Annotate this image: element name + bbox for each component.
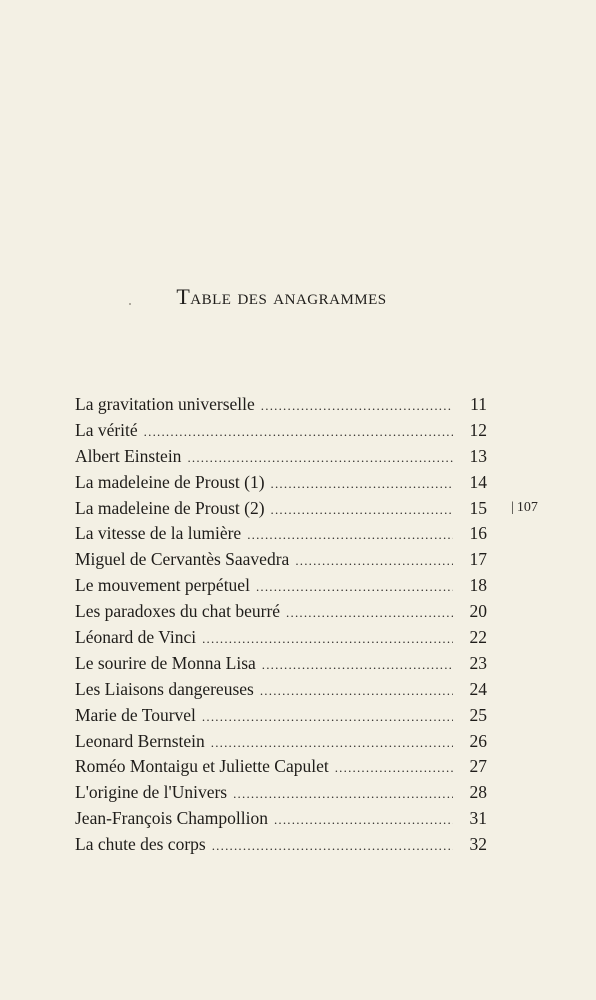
toc-leader-dots [274, 807, 453, 833]
toc-entry-page: 31 [469, 808, 487, 829]
toc-entry [75, 599, 487, 625]
toc-leader-dots [144, 419, 453, 445]
toc-entry [75, 780, 487, 806]
toc-leader-dots [187, 445, 453, 471]
toc-entry [75, 496, 487, 522]
toc-entry-page: 27 [469, 756, 487, 777]
toc-entry [75, 521, 487, 547]
toc-entry [75, 470, 487, 496]
toc-entry-page: 11 [470, 394, 487, 414]
toc-entry [75, 392, 487, 418]
toc-entry-label: La chute des corps [75, 834, 206, 855]
toc-leader-dots [256, 574, 453, 600]
toc-entry-page: 12 [469, 419, 487, 440]
toc-entry [75, 573, 487, 599]
toc-entry-label: Léonard de Vinci [75, 627, 197, 648]
toc-leader-dots [202, 704, 453, 730]
toc-entry-page: 15 [469, 497, 487, 518]
toc-entry-page: 22 [469, 627, 487, 648]
toc-entry-label: Miguel de Cervantès Saavedra [75, 549, 290, 570]
toc-leader-dots [247, 522, 453, 548]
toc-entry-label: Le sourire de Monna Lisa [75, 652, 256, 673]
toc-entry [75, 754, 487, 780]
toc-entry-page: 14 [469, 471, 487, 492]
toc-entry-label: Leonard Bernstein [75, 730, 205, 751]
toc-leader-dots [202, 626, 453, 652]
toc-leader-dots [286, 600, 453, 626]
toc-leader-dots [295, 548, 453, 574]
toc-entry-label: Marie de Tourvel [75, 704, 196, 725]
toc-entry [75, 703, 487, 729]
toc-entry [75, 651, 487, 677]
toc-leader-dots [262, 652, 453, 678]
toc-entry-label: L'origine de l'Univers [75, 782, 228, 803]
toc-entry [75, 547, 487, 573]
toc-leader-dots [271, 497, 453, 523]
page-number [511, 500, 538, 516]
toc-entry-label: La madeleine de Proust (2) [75, 497, 265, 518]
toc-entry-label: Le mouvement perpétuel [75, 575, 250, 596]
toc-entry-page: 26 [469, 730, 487, 751]
toc-entry [75, 625, 487, 651]
toc-entry-page: 23 [469, 652, 487, 673]
toc-entry-page: 25 [469, 704, 487, 725]
toc-entry [75, 832, 487, 858]
toc-entry-label: Roméo Montaigu et Juliette Capulet [75, 756, 329, 777]
toc-leader-dots [211, 730, 453, 756]
toc-entry-page: 28 [469, 782, 487, 803]
toc-entry-page: 18 [469, 575, 487, 596]
toc-entry-page: 32 [469, 834, 487, 855]
folio-bar: | [511, 500, 514, 515]
toc-entry-label: La gravitation universelle [75, 394, 255, 414]
toc-entry-page: 24 [469, 678, 487, 699]
page-title: Table des anagrammes [176, 284, 387, 309]
toc-entry-label: Les paradoxes du chat beurré [75, 601, 281, 622]
folio-number: 107 [516, 500, 538, 515]
toc-entry-label: Jean-François Champollion [75, 808, 268, 829]
toc-entry-label: Les Liaisons dangereuses [75, 678, 254, 699]
toc-entry [75, 444, 487, 470]
toc-entry [75, 418, 487, 444]
toc-leader-dots [260, 678, 453, 704]
toc-entry [75, 729, 487, 755]
toc-entry [75, 806, 487, 832]
toc-entry-page: 13 [469, 445, 487, 466]
toc-entry-label: La vitesse de la lumière [75, 523, 242, 544]
toc-entry-page: 17 [469, 549, 487, 570]
toc-entry-page: 16 [469, 523, 487, 544]
table-of-contents [75, 392, 487, 858]
toc-leader-dots [335, 755, 453, 781]
toc-entry-page: 20 [469, 601, 487, 622]
toc-entry [75, 677, 487, 703]
toc-leader-dots [233, 781, 453, 807]
toc-entry-label: La madeleine de Proust (1) [75, 471, 265, 492]
toc-leader-dots [212, 833, 453, 859]
toc-leader-dots [271, 471, 453, 497]
toc-entry-label: Albert Einstein [75, 445, 182, 466]
toc-leader-dots [261, 393, 453, 419]
toc-entry-label: La vérité [75, 419, 138, 440]
paper-speck [129, 303, 131, 305]
